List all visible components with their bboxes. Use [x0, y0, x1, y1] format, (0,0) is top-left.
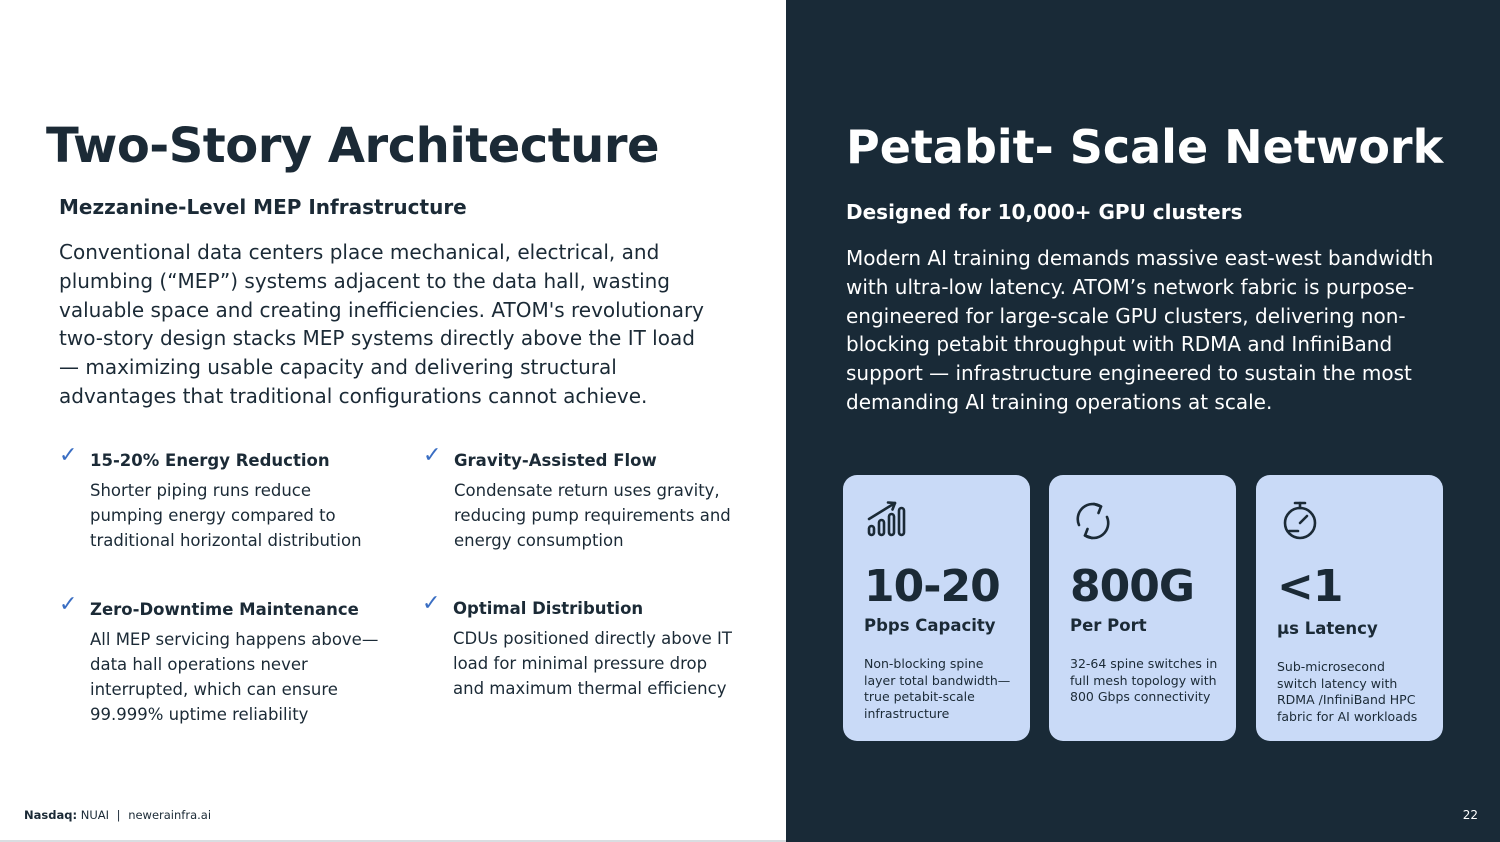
metric-card-per-port	[1049, 475, 1236, 741]
feature-title: Optimal Distribution	[453, 599, 644, 618]
card-value: <1	[1277, 561, 1343, 612]
feature-desc: Condensate return uses gravity, reducing pump requirements and energy consumption	[454, 481, 731, 550]
check-icon: ✓	[423, 443, 442, 468]
card-desc: 32-64 spine switches in full mesh topology with 800 Gbps connectivity	[1070, 656, 1218, 704]
website-link[interactable]: newerainfra.ai	[128, 808, 212, 822]
metric-card-latency	[1256, 475, 1443, 741]
right-title: Petabit- Scale Network	[846, 120, 1444, 174]
right-subtitle: Designed for 10,000+ GPU clusters	[846, 200, 1243, 224]
card-desc: Sub-microsecond switch latency with RDMA /InfiniBand HPC fabric for AI workloads	[1277, 659, 1418, 724]
left-subtitle: Mezzanine-Level MEP Infrastructure	[59, 195, 467, 219]
metric-card-capacity	[843, 475, 1030, 741]
card-label: Pbps Capacity	[864, 616, 996, 635]
feature-desc: Shorter piping runs reduce pumping energy compared to traditional horizontal distribution	[90, 481, 362, 550]
footer-brand	[24, 808, 211, 822]
feature-desc: CDUs positioned directly above IT load for minimal pressure drop and maximum thermal efficiency	[453, 629, 732, 698]
separator: |	[116, 808, 121, 822]
right-paragraph: Modern AI training demands massive east-west bandwidth with ultra-low latency. ATOM’s network fabric is purpose-engineered for large-scale GPU clusters, delivering non-blocking petabit throughput with RDMA and InfiniBand support — infrastructure engineered to sustain the most demanding AI training operations at scale.	[846, 246, 1434, 414]
card-label: Per Port	[1070, 616, 1147, 635]
stopwatch-icon	[1278, 499, 1322, 543]
card-desc: Non-blocking spine layer total bandwidth—true petabit-scale infrastructure	[864, 656, 1011, 721]
card-value: 10-20	[864, 561, 1000, 612]
feature-title: Zero-Downtime Maintenance	[90, 600, 359, 619]
feature-desc: All MEP servicing happens above—data hall operations never interrupted, which can ensure 99.999% uptime reliability	[90, 630, 379, 724]
card-value: 800G	[1070, 561, 1194, 612]
feature-title: Gravity-Assisted Flow	[454, 451, 657, 470]
exchange-label: Nasdaq:	[24, 808, 78, 822]
check-icon: ✓	[59, 443, 78, 468]
card-label: μs Latency	[1277, 619, 1378, 638]
refresh-cycle-icon	[1071, 499, 1115, 543]
page-number: 22	[1462, 808, 1478, 822]
left-paragraph: Conventional data centers place mechanical, electrical, and plumbing (“MEP”) systems adjacent to the data hall, wasting valuable space and creating inefficiencies. ATOM's revolutionary two-story design stacks MEP systems directly above the IT load — maximizing usable capacity and delivering structural advantages that traditional configurations cannot achieve.	[59, 240, 705, 408]
left-title: Two-Story Architecture	[46, 118, 660, 174]
feature-title: 15-20% Energy Reduction	[90, 451, 330, 470]
ticker: NUAI	[80, 808, 109, 822]
check-icon: ✓	[422, 591, 441, 616]
check-icon: ✓	[59, 592, 78, 617]
bar-chart-trend-icon	[865, 499, 909, 543]
